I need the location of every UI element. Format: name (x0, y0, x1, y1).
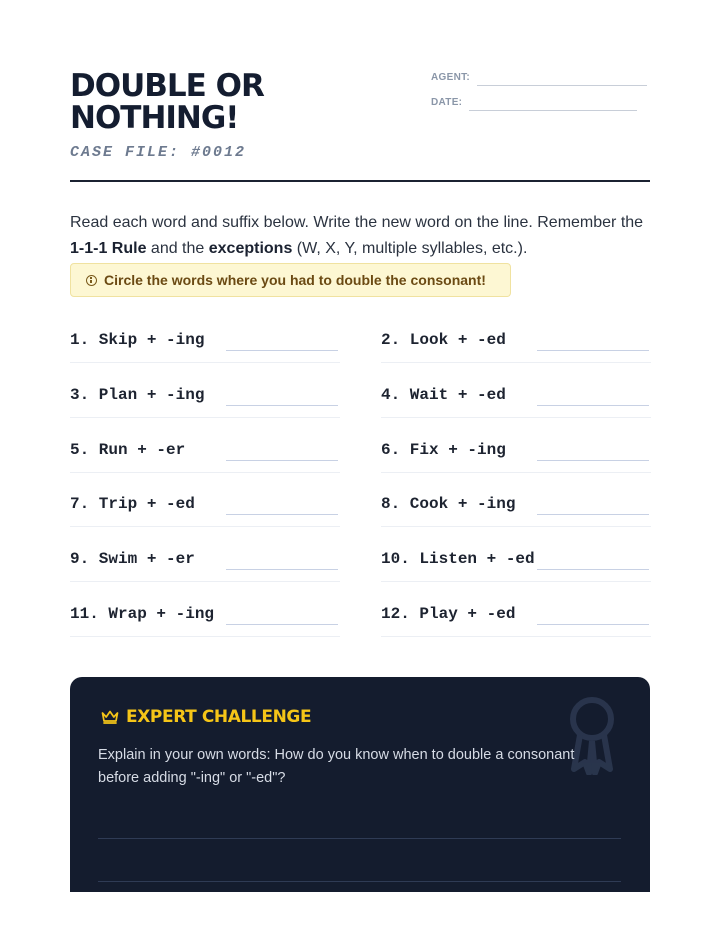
title-line-2: NOTHING! (70, 100, 239, 136)
row-divider (70, 471, 340, 473)
answer-line[interactable] (226, 513, 338, 515)
date-field[interactable] (431, 97, 637, 108)
crown-icon (101, 710, 119, 724)
instructions (70, 210, 655, 262)
answer-line[interactable] (98, 881, 621, 882)
info-circle-icon (86, 275, 97, 286)
exercise-item (381, 437, 651, 473)
row-divider (381, 416, 651, 418)
answer-line[interactable] (537, 568, 649, 570)
row-divider (381, 525, 651, 527)
exercise-prompt: 11. Wrap + -ing (70, 605, 215, 623)
exercise-item (381, 327, 651, 363)
exercise-prompt: 2. Look + -ed (381, 331, 506, 349)
challenge-heading: EXPERT CHALLENGE (126, 707, 312, 727)
exercise-item (381, 382, 651, 418)
row-divider (70, 525, 340, 527)
answer-line[interactable] (537, 349, 649, 351)
row-divider (70, 580, 340, 582)
exercise-item (381, 491, 651, 527)
exercise-prompt: 8. Cook + -ing (381, 495, 516, 513)
exercise-item (70, 491, 340, 527)
answer-line[interactable] (226, 623, 338, 625)
page-title (70, 70, 264, 134)
answer-line[interactable] (226, 349, 338, 351)
answer-line[interactable] (537, 404, 649, 406)
date-line[interactable] (469, 109, 637, 111)
title-line-1: DOUBLE OR (70, 68, 264, 104)
circle-notice (70, 263, 511, 297)
exercise-item (70, 601, 340, 637)
row-divider (381, 580, 651, 582)
exercise-item (381, 601, 651, 637)
exercise-prompt: 12. Play + -ed (381, 605, 516, 623)
exercise-item (70, 382, 340, 418)
instructions-text-1: Read each word and suffix below. Write the new word on the line. Remember the (70, 214, 644, 231)
header-divider (70, 180, 650, 182)
notice-text: Circle the words where you had to double the consonant! (104, 272, 486, 288)
exercise-prompt: 9. Swim + -er (70, 550, 195, 568)
date-label: DATE: (431, 97, 463, 108)
instructions-text-2: and the (146, 240, 209, 257)
exercise-item (70, 546, 340, 582)
exercise-prompt: 7. Trip + -ed (70, 495, 195, 513)
exercise-prompt: 6. Fix + -ing (381, 441, 506, 459)
answer-line[interactable] (98, 838, 621, 839)
row-divider (381, 471, 651, 473)
exercise-item (381, 546, 651, 582)
challenge-question: Explain in your own words: How do you know when to double a consonant before adding "-ing" or "-ed"? (98, 747, 575, 786)
agent-field[interactable] (431, 72, 647, 83)
row-divider (381, 635, 651, 637)
row-divider (70, 361, 340, 363)
exercise-prompt: 4. Wait + -ed (381, 386, 506, 404)
row-divider (70, 416, 340, 418)
answer-line[interactable] (226, 404, 338, 406)
agent-line[interactable] (477, 84, 647, 86)
answer-line[interactable] (226, 459, 338, 461)
rule-name: 1-1-1 Rule (70, 240, 147, 257)
expert-challenge-card (70, 677, 650, 892)
exceptions-term: exceptions (208, 240, 293, 257)
answer-line[interactable] (226, 568, 338, 570)
row-divider (70, 635, 340, 637)
answer-line[interactable] (537, 459, 649, 461)
exercise-prompt: 10. Listen + -ed (381, 550, 535, 568)
agent-label: AGENT: (431, 72, 471, 83)
exercise-prompt: 1. Skip + -ing (70, 331, 205, 349)
answer-line[interactable] (537, 513, 649, 515)
exercise-prompt: 5. Run + -er (70, 441, 186, 459)
row-divider (381, 361, 651, 363)
exercise-item (70, 327, 340, 363)
answer-line[interactable] (537, 623, 649, 625)
exercise-prompt: 3. Plan + -ing (70, 386, 205, 404)
case-file-number: CASE FILE: #0012 (70, 144, 247, 161)
instructions-text-3: (W, X, Y, multiple syllables, etc.). (292, 240, 528, 257)
exercise-item (70, 437, 340, 473)
